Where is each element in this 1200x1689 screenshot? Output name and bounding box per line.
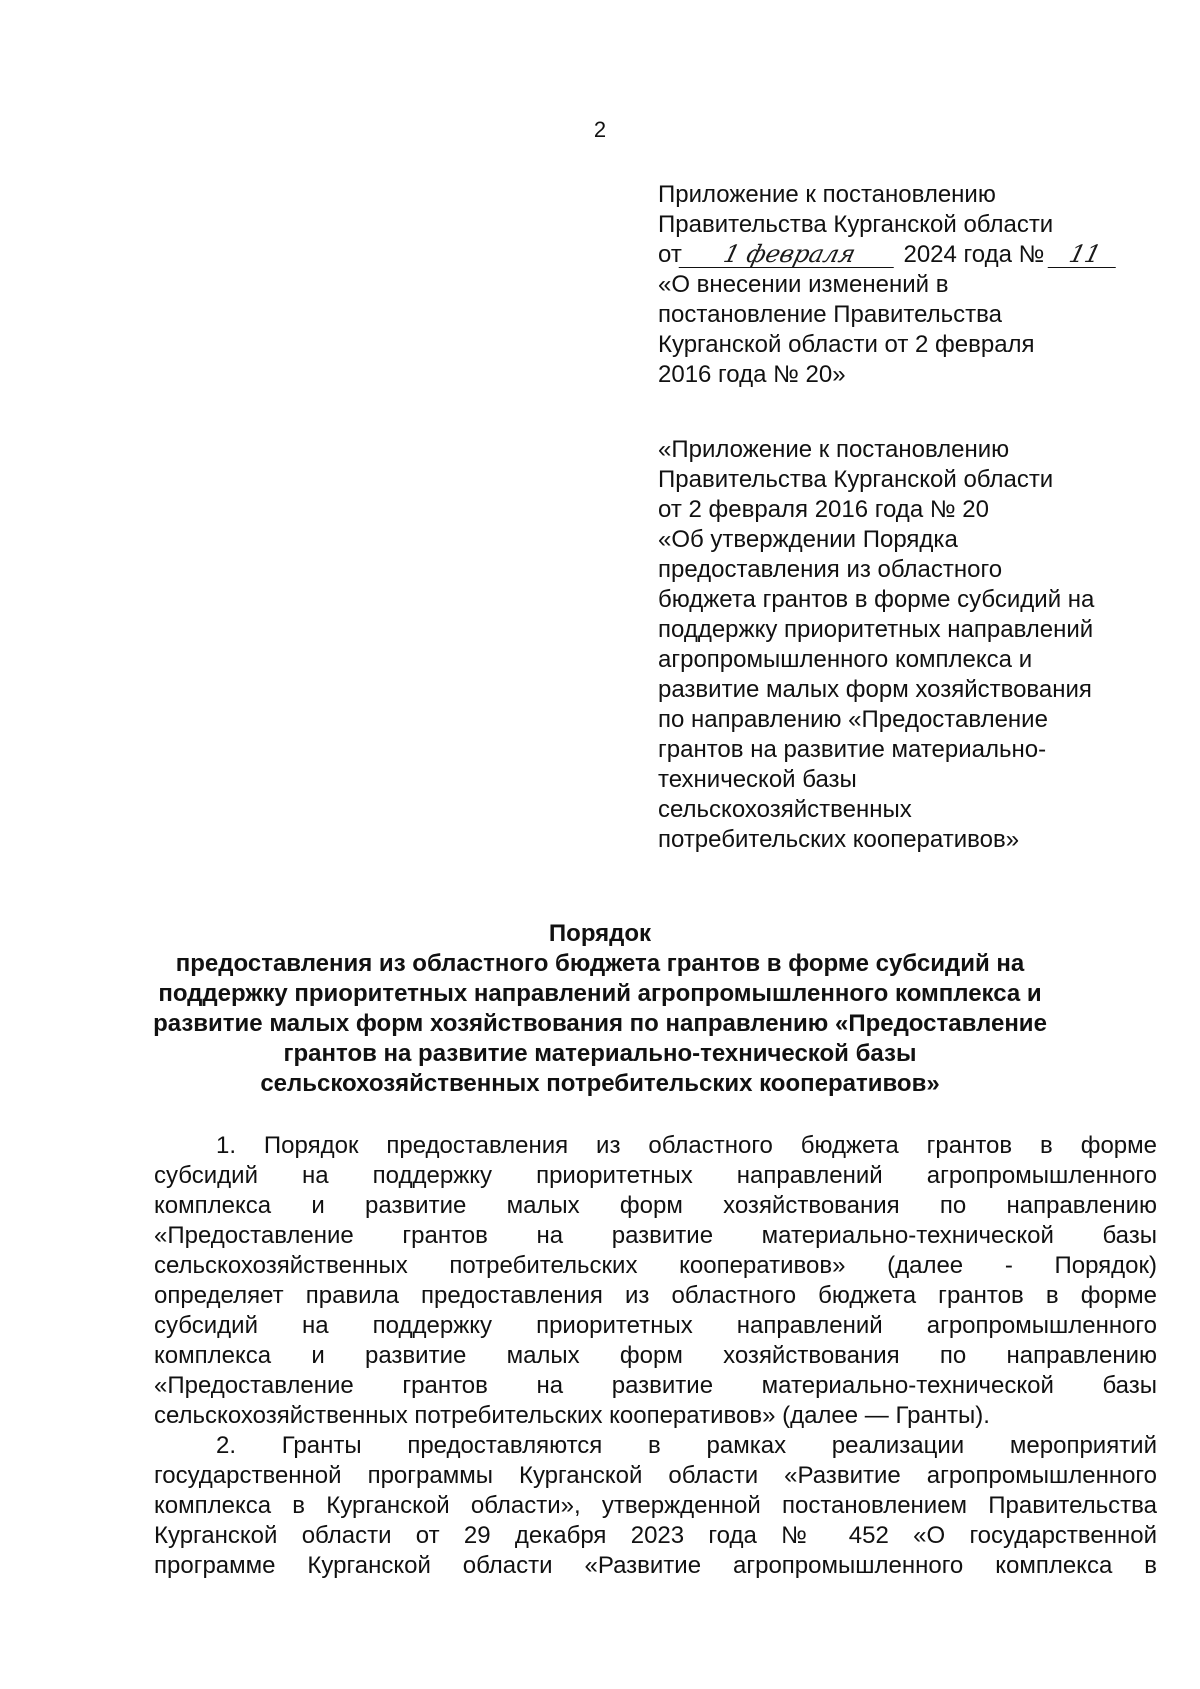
paragraph-line: «Предоставление грантов на развитие материально-технической базы	[154, 1372, 1157, 1399]
appendix-line: сельскохозяйственных	[658, 796, 912, 823]
paragraph-line: «Предоставление грантов на развитие материально-технической базы	[154, 1222, 1157, 1249]
document-title	[100, 919, 1100, 1099]
appendix-line: Приложение к постановлению	[658, 181, 996, 208]
appendix-line: грантов на развитие материально-	[658, 736, 1047, 763]
paragraph-line: 2. Гранты предоставляются в рамках реализации мероприятий	[216, 1432, 1157, 1459]
paragraph-line: государственной программы Курганской области «Развитие агропромышленного	[154, 1462, 1157, 1489]
paragraph-line: программе Курганской области «Развитие агропромышленного комплекса в	[154, 1552, 1157, 1579]
paragraph-line: субсидий на поддержку приоритетных направлений агропромышленного	[154, 1312, 1157, 1339]
title-line: поддержку приоритетных направлений агропромышленного комплекса и	[158, 980, 1042, 1007]
appendix-line: технической базы	[658, 766, 857, 793]
appendix-line: агропромышленного комплекса и	[658, 646, 1033, 673]
year-text: 2024 года №	[903, 241, 1045, 268]
appendix-line: предоставления из областного	[658, 556, 1003, 583]
appendix-line: от 2 февраля 2016 года № 20	[658, 496, 989, 523]
appendix-line: потребительских кооперативов»	[658, 826, 1020, 853]
appendix-line: Правительства Курганской области	[658, 211, 1054, 238]
appendix-line: постановление Правительства	[658, 301, 1002, 328]
paragraph-line: сельскохозяйственных потребительских кооперативов» (далее — Гранты).	[154, 1402, 990, 1429]
handwritten-date: 1 февраля	[678, 241, 900, 268]
title-line: грантов на развитие материально-технической базы	[283, 1040, 917, 1067]
title-line: развитие малых форм хозяйствования по направлению «Предоставление	[153, 1010, 1047, 1037]
appendix-line: развитие малых форм хозяйствования	[658, 676, 1092, 703]
appendix-line: по направлению «Предоставление	[658, 706, 1048, 733]
paragraph-line: Курганской области от 29 декабря 2023 года № 452 «О государственной	[154, 1522, 1157, 1549]
date-prefix: от	[658, 241, 682, 268]
paragraph-line: комплекса и развитие малых форм хозяйствования по направлению	[154, 1192, 1157, 1219]
paragraph-1	[154, 1131, 1157, 1431]
paragraph-line: комплекса в Курганской области», утвержденной постановлением Правительства	[154, 1492, 1157, 1519]
paragraph-2	[154, 1431, 1157, 1581]
appendix-line: бюджета грантов в форме субсидий на	[658, 586, 1095, 613]
paragraph-line: определяет правила предоставления из областного бюджета грантов в форме	[154, 1282, 1157, 1309]
paragraph-line: сельскохозяйственных потребительских кооперативов» (далее - Порядок)	[154, 1252, 1157, 1279]
appendix-line: «О внесении изменений в	[658, 271, 949, 298]
paragraph-line: 1. Порядок предоставления из областного бюджета грантов в форме	[216, 1132, 1157, 1159]
page-number: 2	[593, 117, 607, 142]
title-line: Порядок	[548, 920, 652, 947]
appendix-line: «Об утверждении Порядка	[658, 526, 958, 553]
document-body	[154, 1131, 1157, 1581]
title-line: предоставления из областного бюджета грантов в форме субсидий на	[175, 950, 1025, 977]
appendix-line: Правительства Курганской области	[658, 466, 1054, 493]
handwritten-number: 11	[1048, 241, 1123, 268]
paragraph-line: комплекса и развитие малых форм хозяйствования по направлению	[154, 1342, 1157, 1369]
appendix-date-line	[658, 240, 1178, 270]
appendix-line: поддержку приоритетных направлений	[658, 616, 1094, 643]
paragraph-line: субсидий на поддержку приоритетных направлений агропромышленного	[154, 1162, 1157, 1189]
appendix-line: Курганской области от 2 февраля	[658, 331, 1035, 358]
appendix-line: «Приложение к постановлению	[658, 436, 1010, 463]
title-line: сельскохозяйственных потребительских кооперативов»	[260, 1070, 940, 1097]
appendix-amendment-block	[658, 180, 1178, 390]
appendix-line: 2016 года № 20»	[658, 361, 846, 388]
appendix-original-block	[658, 435, 1178, 855]
